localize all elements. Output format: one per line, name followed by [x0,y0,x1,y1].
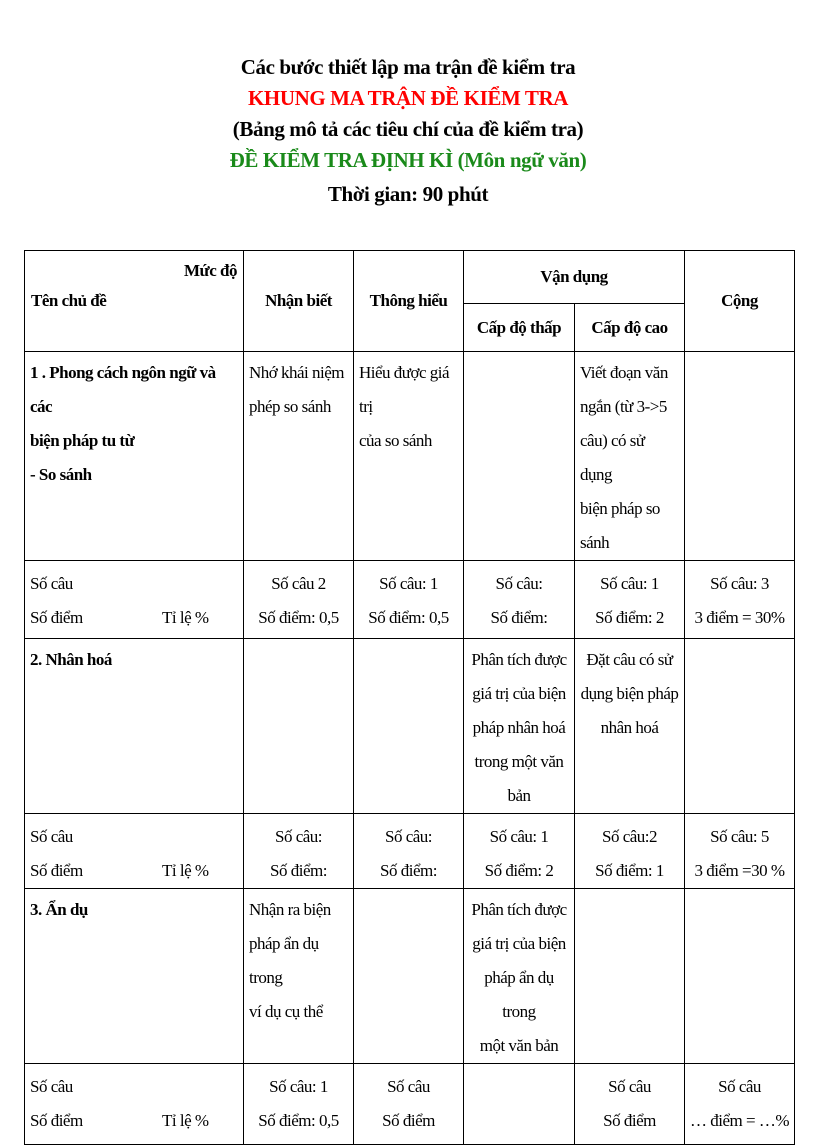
recognize-cell [244,639,354,814]
cell-line: Số câu: 5 [710,827,769,846]
cell-line: Số câu 2 [271,574,326,593]
exam-duration: Thời gian: 90 phút [327,182,489,206]
recognize-cell [244,352,354,561]
topic-title-line: 2. Nhân hoá [30,650,112,669]
total-cell [685,889,795,1064]
cell-line: Số câu: [274,827,323,846]
cell-line: Số điểm: 0,5 [258,608,339,627]
topic-row [25,639,795,814]
stats-label-points: Số điểm [30,861,83,880]
topic-title-line: - So sánh [30,465,92,484]
stats-understand-cell [354,814,464,889]
stats-recognize-cell [244,1064,354,1145]
stats-label-ratio: Tỉ lệ % [162,1111,209,1130]
header-recognize: Nhận biết [244,251,354,352]
topic-row [25,889,795,1064]
cell-line: một văn bản [479,1036,559,1055]
stats-total-cell [685,814,795,889]
header-apply: Vận dụng [464,251,685,304]
cell-line: Số câu: 1 [600,574,659,593]
stats-label-ratio: Tỉ lệ % [162,861,209,880]
stats-recognize-cell [244,561,354,639]
cell-line: Số câu: 1 [489,827,549,846]
cell-line: Số điểm: 2 [484,861,554,880]
cell-line: của so sánh [359,431,432,450]
cell-line: … điểm = …% [690,1111,790,1130]
topic-title-line: biện pháp tu từ [30,431,135,450]
understand-cell [354,639,464,814]
topic-row [25,352,795,561]
stats-row [25,1064,795,1145]
stats-label-points: Số điểm [30,1111,83,1130]
stats-label-cell [25,561,244,639]
cell-line: phép so sánh [249,397,331,416]
header-apply-low: Cấp độ thấp [464,304,575,352]
cell-line: biện pháp so [580,499,660,518]
apply-low-cell [464,639,575,814]
cell-line: Nhận ra biện [249,900,331,919]
stats-understand-cell [354,1064,464,1145]
cell-line: giá trị của biện [472,934,566,953]
cell-line: Nhớ khái niệm [249,363,345,382]
cell-line: Số câu: 1 [269,1077,328,1096]
cell-line: Số điểm: 0,5 [368,608,449,627]
cell-line: Số câu: 3 [710,574,769,593]
cell-line: Số điểm: 1 [595,861,664,880]
apply-low-cell [464,352,575,561]
stats-low-cell [464,561,575,639]
cell-line: câu) có sử dụng [580,431,645,484]
exam-matrix-table [24,250,795,1145]
matrix-title: KHUNG MA TRẬN ĐỀ KIỂM TRA [247,86,568,110]
header-apply-high: Cấp độ cao [575,304,685,352]
topic-title-cell [25,639,244,814]
stats-high-cell [575,561,685,639]
document-header [0,52,816,210]
stats-low-cell [464,814,575,889]
cell-line: Số điểm: 0,5 [258,1111,339,1130]
cell-line: Viết đoạn văn [580,363,668,382]
understand-cell [354,352,464,561]
understand-cell [354,889,464,1064]
topic-title-line: 3. Ẩn dụ [30,900,88,919]
header-topic: Tên chủ đề [31,291,107,310]
cell-line: trong một văn [474,752,564,771]
cell-line: Số câu [608,1077,651,1096]
stats-label-points: Số điểm [30,608,83,627]
stats-label-questions: Số câu [30,574,73,593]
cell-line: Số điểm: 2 [595,608,664,627]
cell-line: ngắn (từ 3->5 [580,397,667,416]
cell-line: pháp nhân hoá [472,718,566,737]
stats-high-cell [575,814,685,889]
header-total: Cộng [685,251,795,352]
cell-line: Số câu: [384,827,433,846]
stats-label-questions: Số câu [30,1077,73,1096]
cell-line: pháp ẩn dụ trong [249,934,319,987]
stats-label-ratio: Tỉ lệ % [162,608,209,627]
cell-line: Số điểm: [490,608,548,627]
exam-title: ĐỀ KIỂM TRA ĐỊNH KÌ (Môn ngữ văn) [229,148,587,172]
cell-line: giá trị của biện [472,684,566,703]
cell-line: Số câu [387,1077,430,1096]
recognize-cell [244,889,354,1064]
cell-line: Đặt câu có sử [586,650,673,669]
apply-high-cell [575,639,685,814]
stats-low-cell [464,1064,575,1145]
total-cell [685,352,795,561]
cell-line: ví dụ cụ thể [249,1002,323,1021]
cell-line: Số điểm: [380,861,437,880]
cell-line: Phân tích được [471,650,567,669]
cell-line: Số điểm [382,1111,435,1130]
stats-total-cell [685,1064,795,1145]
stats-recognize-cell [244,814,354,889]
doc-subtitle: Các bước thiết lập ma trận đề kiểm tra [240,55,576,79]
total-cell [685,639,795,814]
cell-line: Số câu [718,1077,761,1096]
stats-label-questions: Số câu [30,827,73,846]
header-level: Mức độ [184,261,237,280]
cell-line: Số câu:2 [601,827,658,846]
cell-line: Số điểm [603,1111,656,1130]
cell-line: pháp ẩn dụ trong [484,968,554,1021]
cell-line: 3 điểm = 30% [694,608,785,627]
cell-line: bản [507,786,531,805]
stats-row [25,561,795,639]
header-understand: Thông hiểu [354,251,464,352]
cell-line: 3 điểm =30 % [694,861,785,880]
topic-title-cell [25,889,244,1064]
apply-low-cell [464,889,575,1064]
stats-high-cell [575,1064,685,1145]
cell-line: Hiểu được giá trị [359,363,450,416]
topic-title-line: 1 . Phong cách ngôn ngữ và các [30,363,216,416]
stats-understand-cell [354,561,464,639]
apply-high-cell [575,889,685,1064]
cell-line: sánh [580,533,610,552]
topic-title-cell [25,352,244,561]
cell-line: Số câu: [495,574,543,593]
cell-line: Phân tích được [471,900,567,919]
cell-line: nhân hoá [600,718,659,737]
stats-label-cell [25,1064,244,1145]
apply-high-cell [575,352,685,561]
cell-line: Số điểm: [270,861,327,880]
stats-label-cell [25,814,244,889]
cell-line: Số câu: 1 [379,574,438,593]
header-topic-cell [25,251,244,352]
matrix-description: (Bảng mô tả các tiêu chí của đề kiểm tra) [232,117,584,141]
stats-total-cell [685,561,795,639]
cell-line: dụng biện pháp [580,684,679,703]
stats-row [25,814,795,889]
